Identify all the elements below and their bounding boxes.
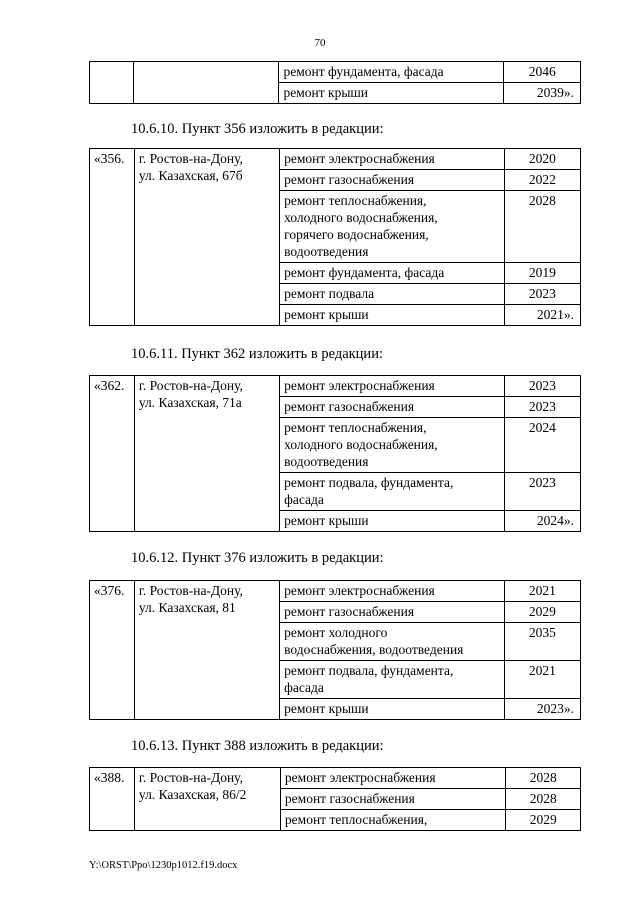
year-cell: 2029 xyxy=(506,810,581,831)
address-cell xyxy=(134,376,279,532)
year-cell: 2028 xyxy=(504,191,580,263)
work-cell: ремонт крыши xyxy=(280,511,505,532)
year-cell: 2023 xyxy=(504,284,580,305)
work-line: водоотведения xyxy=(284,454,369,469)
year-cell: 2028 xyxy=(506,768,581,789)
number-cell xyxy=(90,62,134,104)
work-cell: ремонт электроснабжения xyxy=(280,376,505,397)
work-cell: ремонт газоснабжения xyxy=(280,170,505,191)
year-cell: 2019 xyxy=(504,263,580,284)
work-cell: ремонт крыши xyxy=(280,699,505,720)
section-heading: 10.6.11. Пункт 362 изложить в редакции: xyxy=(131,346,383,362)
work-cell: ремонт теплоснабжения, xyxy=(280,810,506,831)
work-line: ремонт подвала, фундамента, xyxy=(284,475,454,490)
item-number: «362. xyxy=(90,376,135,532)
section-table xyxy=(89,767,581,831)
address-street: ул. Казахская, 86/2 xyxy=(138,787,247,802)
work-cell: ремонт газоснабжения xyxy=(280,602,505,623)
section-heading: 10.6.12. Пункт 376 изложить в редакции: xyxy=(131,550,384,566)
year-cell: 2023 xyxy=(504,397,580,418)
year-cell: 2022 xyxy=(504,170,580,191)
year-cell: 2020 xyxy=(504,149,580,170)
work-cell: ремонт крыши xyxy=(279,83,504,104)
work-cell xyxy=(280,623,505,661)
work-cell: ремонт фундамента, фасада xyxy=(279,62,504,83)
work-cell: ремонт электроснабжения xyxy=(280,149,505,170)
address-cell xyxy=(134,581,279,720)
work-line: холодного водоснабжения, xyxy=(284,437,438,452)
section-table xyxy=(89,148,581,326)
work-cell: ремонт электроснабжения xyxy=(280,768,506,789)
year-cell: 2023 xyxy=(504,473,580,511)
work-line: холодного водоснабжения, xyxy=(284,210,438,225)
work-cell xyxy=(280,418,505,473)
work-line: фасада xyxy=(284,492,324,507)
year-cell: 2028 xyxy=(506,789,581,810)
table-row xyxy=(90,149,581,170)
work-line: фасада xyxy=(284,680,324,695)
work-line: водоотведения xyxy=(284,244,369,259)
work-cell: ремонт подвала xyxy=(280,284,505,305)
work-cell xyxy=(280,473,505,511)
table-row xyxy=(90,376,581,397)
year-cell: 2024 xyxy=(504,418,580,473)
address-street: ул. Казахская, 71а xyxy=(138,395,242,410)
work-cell xyxy=(280,661,505,699)
address-street: ул. Казахская, 81 xyxy=(138,600,236,615)
work-cell: ремонт фундамента, фасада xyxy=(280,263,505,284)
year-cell: 2039». xyxy=(504,83,581,104)
work-line: ремонт подвала, фундамента, xyxy=(284,663,454,678)
address-city: г. Ростов-на-Дону, xyxy=(138,151,243,166)
page-number: 70 xyxy=(314,37,326,49)
work-cell: ремонт электроснабжения xyxy=(280,581,505,602)
table-row xyxy=(90,768,581,789)
address-cell xyxy=(134,62,279,104)
section-heading: 10.6.10. Пункт 356 изложить в редакции: xyxy=(131,121,384,137)
section-heading: 10.6.13. Пункт 388 изложить в редакции: xyxy=(131,738,384,754)
table-row xyxy=(90,62,581,83)
year-cell: 2035 xyxy=(504,623,580,661)
year-cell: 2029 xyxy=(504,602,580,623)
section-table xyxy=(89,580,581,720)
work-cell: ремонт газоснабжения xyxy=(280,789,506,810)
year-cell: 2021». xyxy=(504,305,580,326)
year-cell: 2023 xyxy=(504,376,580,397)
work-line: горячего водоснабжения, xyxy=(284,227,429,242)
work-line: ремонт теплоснабжения, xyxy=(284,420,427,435)
file-path-footer: Y:\ORST\Ppo\1230p1012.f19.docx xyxy=(89,860,238,871)
address-cell xyxy=(134,768,280,831)
address-city: г. Ростов-на-Дону, xyxy=(138,583,243,598)
work-cell: ремонт крыши xyxy=(280,305,505,326)
work-cell xyxy=(280,191,505,263)
year-cell: 2023». xyxy=(504,699,580,720)
address-city: г. Ростов-на-Дону, xyxy=(138,770,243,785)
item-number: «388. xyxy=(90,768,135,831)
work-line: ремонт холодного xyxy=(284,625,388,640)
address-city: г. Ростов-на-Дону, xyxy=(138,378,243,393)
year-cell: 2046 xyxy=(504,62,581,83)
work-line: ремонт теплоснабжения, xyxy=(284,193,427,208)
year-cell: 2021 xyxy=(504,661,580,699)
work-line: водоснабжения, водоотведения xyxy=(284,642,464,657)
continuation-table xyxy=(89,61,581,104)
year-cell: 2021 xyxy=(504,581,580,602)
year-cell: 2024». xyxy=(504,511,580,532)
address-street: ул. Казахская, 67б xyxy=(138,168,243,183)
item-number: «376. xyxy=(90,581,135,720)
work-cell: ремонт газоснабжения xyxy=(280,397,505,418)
address-cell xyxy=(134,149,279,326)
table-row xyxy=(90,581,581,602)
section-table xyxy=(89,375,581,532)
item-number: «356. xyxy=(90,149,135,326)
